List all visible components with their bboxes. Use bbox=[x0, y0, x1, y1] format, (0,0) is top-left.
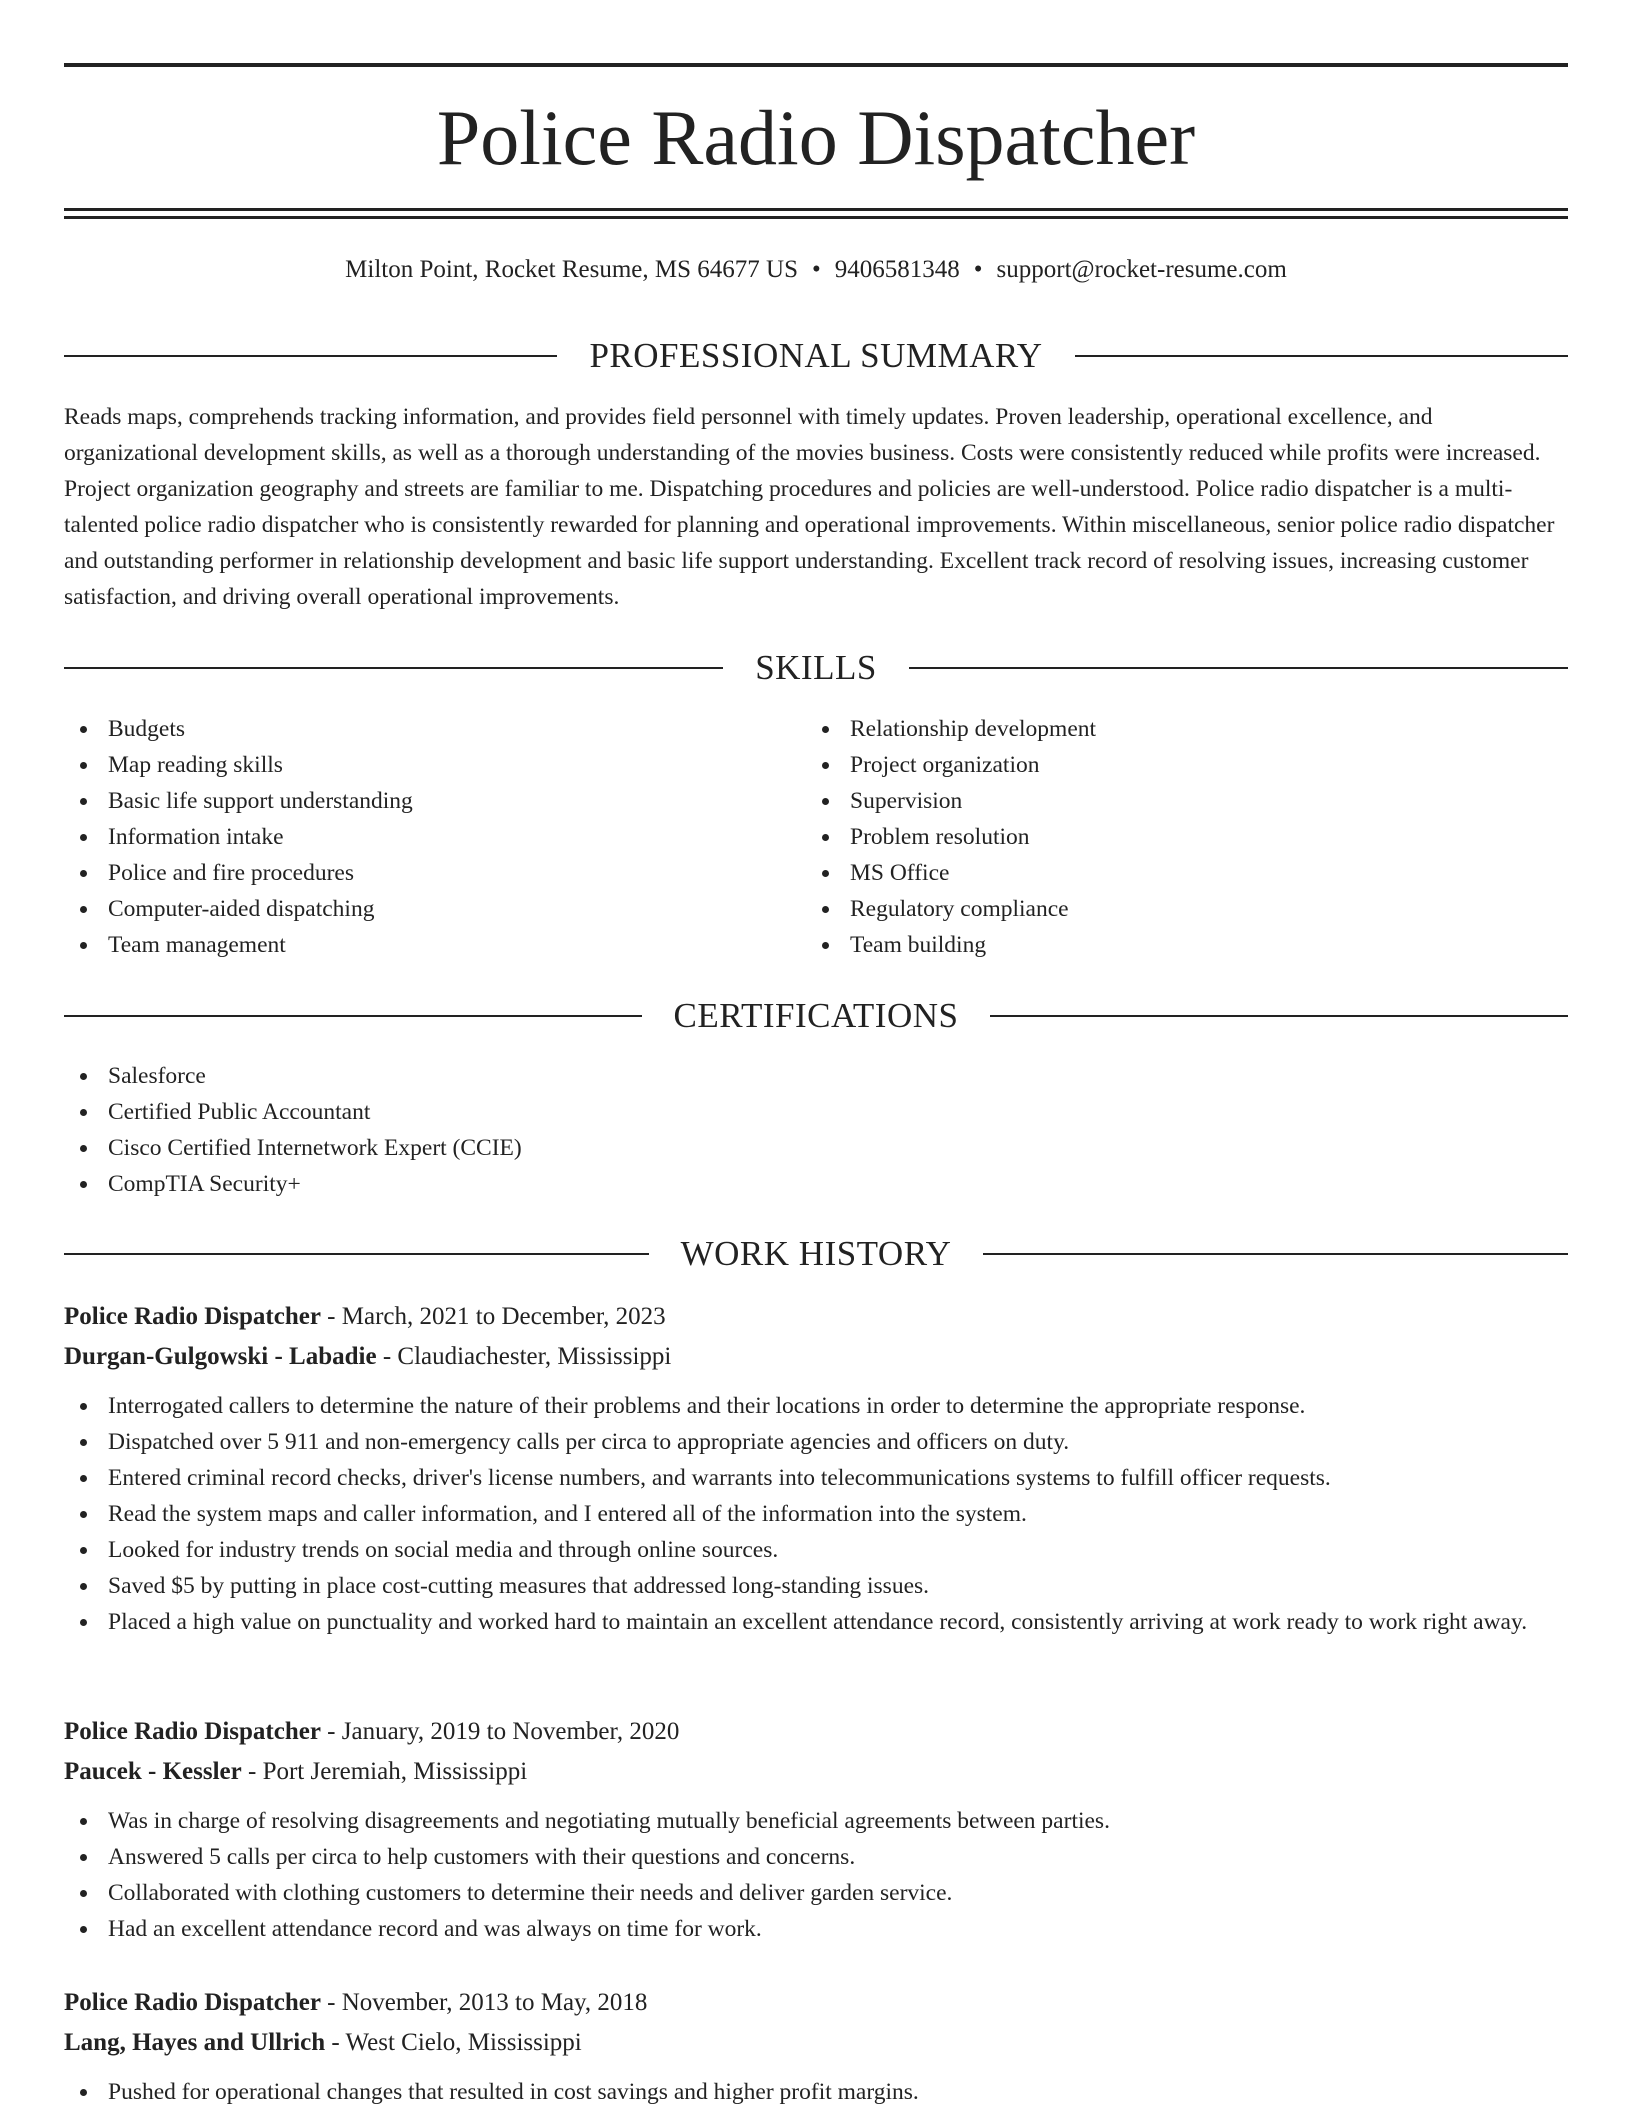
list-item: Collaborated with clothing customers to determine their needs and deliver garden service. bbox=[64, 1875, 1568, 1911]
job-dates: March, 2021 to December, 2023 bbox=[341, 1303, 666, 1330]
skills-heading bbox=[64, 646, 1568, 690]
list-item: Pushed for operational changes that resulted in cost savings and higher profit margins. bbox=[64, 2074, 1568, 2110]
list-item: MS Office bbox=[806, 855, 1506, 891]
separator-dot: • bbox=[811, 256, 821, 283]
job-title: Police Radio Dispatcher bbox=[64, 1989, 321, 2016]
work-title: WORK HISTORY bbox=[680, 1234, 952, 1273]
list-item: Police and fire procedures bbox=[64, 855, 764, 891]
job-dates: November, 2013 to May, 2018 bbox=[341, 1989, 648, 2016]
list-item: Salesforce bbox=[64, 1058, 1568, 1094]
list-item: Budgets bbox=[64, 711, 764, 747]
summary-heading bbox=[64, 334, 1568, 378]
list-item: Basic life support understanding bbox=[64, 783, 764, 819]
job-company: Paucek - Kessler bbox=[64, 1758, 242, 1785]
job-company-line: Durgan-Gulgowski - Labadie - Claudiachester, Mississippi bbox=[64, 1343, 672, 1370]
job-company-line: Lang, Hayes and Ullrich - West Cielo, Mississippi bbox=[64, 2029, 582, 2056]
page-title: Police Radio Dispatcher bbox=[436, 94, 1196, 181]
list-item: Had an excellent attendance record and was always on time for work. bbox=[64, 1911, 1568, 1947]
job-location: West Cielo, Mississippi bbox=[345, 2029, 582, 2056]
heading-rule-right bbox=[983, 1253, 1568, 1255]
contact-email: support@rocket-resume.com bbox=[996, 256, 1287, 283]
list-item: Team management bbox=[64, 927, 764, 963]
skills-title: SKILLS bbox=[755, 648, 877, 687]
list-item: Regulatory compliance bbox=[806, 891, 1506, 927]
job-company-line: Paucek - Kessler - Port Jeremiah, Mississippi bbox=[64, 1758, 528, 1785]
list-item: Problem resolution bbox=[806, 819, 1506, 855]
contact-line bbox=[64, 252, 1568, 288]
job-title-line: Police Radio Dispatcher - November, 2013 to May, 2018 bbox=[64, 1989, 648, 2016]
list-item: Information intake bbox=[64, 819, 764, 855]
job-entry-2 bbox=[64, 1713, 1568, 1947]
skills-list-left bbox=[64, 711, 764, 963]
job-bullets bbox=[64, 1388, 1568, 1640]
list-item: Team building bbox=[806, 927, 1506, 963]
job-title: Police Radio Dispatcher bbox=[64, 1718, 321, 1745]
list-item: Answered 5 calls per circa to help customers with their questions and concerns. bbox=[64, 1839, 1568, 1875]
skills-list-right bbox=[806, 711, 1506, 963]
job-dates: January, 2019 to November, 2020 bbox=[341, 1718, 680, 1745]
summary-text: Reads maps, comprehends tracking information, and provides field personnel with timely updates. Proven leadership, operational excellence, and organizational development skills, as well as a thorough understanding of the movies business. Costs were consistently reduced while profits were increased. Project organization geography and streets are familiar to me. Dispatching procedures and policies are well-understood. Police radio dispatcher is a multi-talented police radio dispatcher who is consistently rewarded for planning and operational improvements. Within miscellaneous, senior police radio dispatcher and outstanding performer in relationship development and basic life support understanding. Excellent track record of resolving issues, increasing customer satisfaction, and driving overall operational improvements. bbox=[64, 404, 1555, 610]
job-title-line: Police Radio Dispatcher - March, 2021 to December, 2023 bbox=[64, 1303, 666, 1330]
list-item: Placed a high value on punctuality and worked hard to maintain an excellent attendance record, consistently arriving at work ready to work right away. bbox=[64, 1604, 1568, 1640]
job-bullets bbox=[64, 1803, 1568, 1947]
header-top-rule bbox=[64, 63, 1568, 67]
job-company: Durgan-Gulgowski - Labadie bbox=[64, 1343, 377, 1370]
list-item: Was in charge of resolving disagreements and negotiating mutually beneficial agreements between parties. bbox=[64, 1803, 1568, 1839]
heading-rule-right bbox=[1075, 355, 1568, 357]
heading-rule-left bbox=[64, 355, 557, 357]
heading-rule-left bbox=[64, 667, 723, 669]
list-item: Entered criminal record checks, driver's license numbers, and warrants into telecommunications systems to fulfill officer requests. bbox=[64, 1460, 1568, 1496]
header-bottom-rule-second bbox=[64, 216, 1568, 219]
contact-phone: 9406581348 bbox=[834, 256, 960, 283]
list-item: Looked for industry trends on social media and through online sources. bbox=[64, 1532, 1568, 1568]
job-bullets bbox=[64, 2074, 1568, 2110]
certifications-list bbox=[64, 1058, 1568, 1202]
job-location: Port Jeremiah, Mississippi bbox=[262, 1758, 528, 1785]
list-item: Project organization bbox=[806, 747, 1506, 783]
list-item: Dispatched over 5 911 and non-emergency calls per circa to appropriate agencies and officers on duty. bbox=[64, 1424, 1568, 1460]
list-item: Map reading skills bbox=[64, 747, 764, 783]
heading-rule-left bbox=[64, 1015, 642, 1017]
list-item: Computer-aided dispatching bbox=[64, 891, 764, 927]
contact-address: Milton Point, Rocket Resume, MS 64677 US bbox=[345, 256, 798, 283]
certifications-heading bbox=[64, 994, 1568, 1038]
header-bottom-rule bbox=[64, 208, 1568, 211]
certifications-title: CERTIFICATIONS bbox=[673, 996, 959, 1035]
list-item: Read the system maps and caller information, and I entered all of the information into the system. bbox=[64, 1496, 1568, 1532]
heading-rule-right bbox=[909, 667, 1568, 669]
list-item: Supervision bbox=[806, 783, 1506, 819]
job-title: Police Radio Dispatcher bbox=[64, 1303, 321, 1330]
job-location: Claudiachester, Mississippi bbox=[397, 1343, 672, 1370]
heading-rule-left bbox=[64, 1253, 649, 1255]
list-item: Interrogated callers to determine the nature of their problems and their locations in order to determine the appropriate response. bbox=[64, 1388, 1568, 1424]
list-item: Relationship development bbox=[806, 711, 1506, 747]
job-title-line: Police Radio Dispatcher - January, 2019 to November, 2020 bbox=[64, 1718, 680, 1745]
list-item: CompTIA Security+ bbox=[64, 1166, 1568, 1202]
job-entry-1 bbox=[64, 1298, 1568, 1640]
separator-dot: • bbox=[973, 256, 983, 283]
list-item: Certified Public Accountant bbox=[64, 1094, 1568, 1130]
job-entry-3 bbox=[64, 1984, 1568, 2110]
list-item: Saved $5 by putting in place cost-cutting measures that addressed long-standing issues. bbox=[64, 1568, 1568, 1604]
job-company: Lang, Hayes and Ullrich bbox=[64, 2029, 326, 2056]
work-heading bbox=[64, 1232, 1568, 1276]
list-item: Cisco Certified Internetwork Expert (CCIE) bbox=[64, 1130, 1568, 1166]
summary-title: PROFESSIONAL SUMMARY bbox=[589, 336, 1043, 375]
heading-rule-right bbox=[990, 1015, 1568, 1017]
